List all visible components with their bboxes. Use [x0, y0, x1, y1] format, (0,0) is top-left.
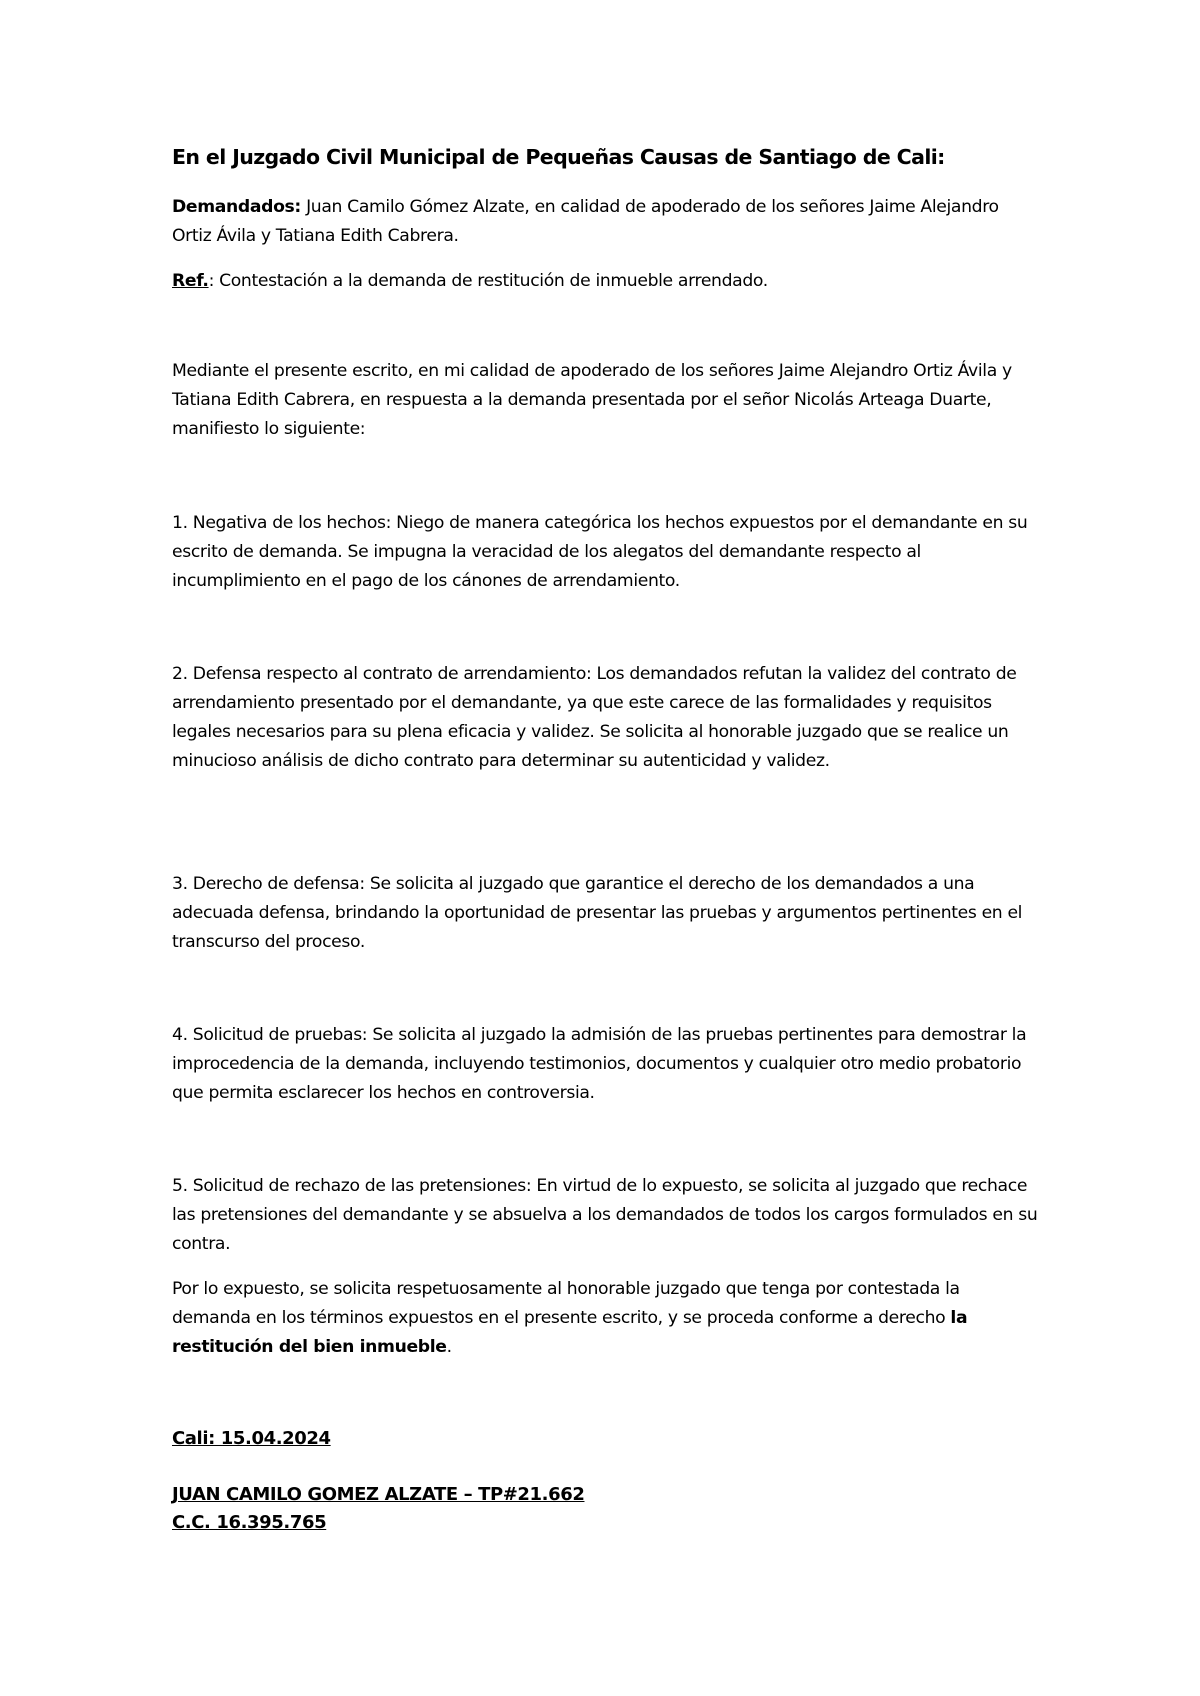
point-3: 3. Derecho de defensa: Se solicita al juzgado que garantice el derecho de los demandados a una adecuada defensa, brindando la oportunidad de presentar las pruebas y argumentos pertinentes en el transcurso del proceso. [172, 874, 1023, 952]
ref-paragraph [172, 267, 1042, 296]
closing-bold-text: la restitución del bien inmueble [172, 1308, 968, 1357]
intro-paragraph: Mediante el presente escrito, en mi calidad de apoderado de los señores Jaime Alejandro Ortiz Ávila y Tatiana Edith Cabrera, en respuesta a la demanda presentada por el señor Nicolás Arteaga Duarte, manifiesto lo siguiente: [172, 361, 1012, 439]
demandados-colon: : [294, 197, 301, 217]
point-1: 1. Negativa de los hechos: Niego de manera categórica los hechos expuestos por el demandante en su escrito de demanda. Se impugna la veracidad de los alegatos del demandante respecto al incumplimiento en el pago de los cánones de arrendamiento. [172, 513, 1028, 591]
closing-end: . [446, 1337, 452, 1357]
closing-paragraph [172, 1275, 1042, 1362]
demandados-label: Demandados [172, 197, 295, 217]
ref-text: : Contestación a la demanda de restitución de inmueble arrendado. [208, 271, 768, 291]
court-heading: En el Juzgado Civil Municipal de Pequeñas Causas de Santiago de Cali: [172, 145, 945, 169]
ref-label: Ref. [172, 271, 209, 291]
point-5: 5. Solicitud de rechazo de las pretensiones: En virtud de lo expuesto, se solicita al juzgado que rechace las pretensiones del demandante y se absuelva a los demandados de todos los cargos formulados en su contra. [172, 1176, 1038, 1254]
place-date: Cali: 15.04.2024 [172, 1428, 331, 1449]
point-4: 4. Solicitud de pruebas: Se solicita al juzgado la admisión de las pruebas pertinentes para demostrar la improcedencia de la demanda, incluyendo testimonios, documentos y cualquier otro medio probatorio que permita esclarecer los hechos en controversia. [172, 1025, 1027, 1103]
closing-text: Por lo expuesto, se solicita respetuosamente al honorable juzgado que tenga por contestada la demanda en los términos expuestos en el presente escrito, y se proceda conforme a derecho [172, 1279, 960, 1328]
demandados-text: Juan Camilo Gómez Alzate, en calidad de apoderado de los señores Jaime Alejandro Ortiz Ávila y Tatiana Edith Cabrera. [172, 197, 999, 246]
signature-id: C.C. 16.395.765 [172, 1512, 327, 1533]
demandados-paragraph [172, 193, 1042, 251]
signature-name: JUAN CAMILO GOMEZ ALZATE – TP#21.662 [172, 1484, 585, 1505]
point-2: 2. Defensa respecto al contrato de arrendamiento: Los demandados refutan la validez del contrato de arrendamiento presentado por el demandante, ya que este carece de las formalidades y requisitos legales necesarios para su plena eficacia y validez. Se solicita al honorable juzgado que se realice un minucioso análisis de dicho contrato para determinar su autenticidad y validez. [172, 664, 1017, 771]
